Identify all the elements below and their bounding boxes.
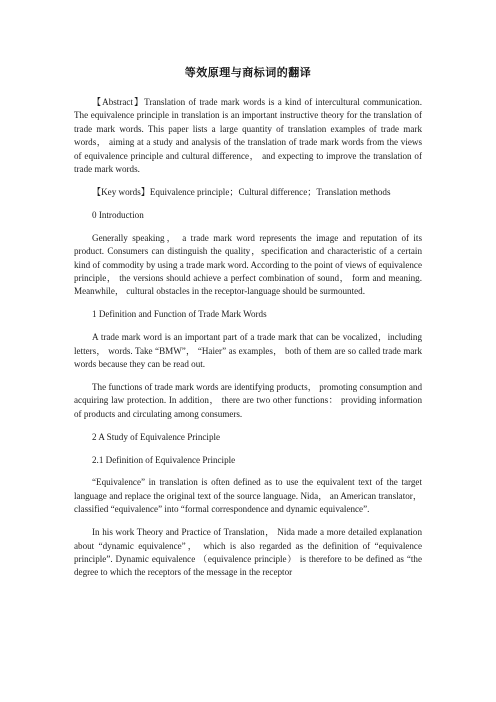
abstract-paragraph: 【Abstract】Translation of trade mark words is a kind of intercultural communication. The equivalence principle in translation is an important instructive theory for the translation of trade mark words. This paper lists a large quantity of translation examples of trade mark words， aiming at a study and analysis of the translation of trade mark words from the views of equivalence principle and cultural difference， and expecting to improve the translation of trade mark words. [74, 97, 422, 175]
document-body [74, 96, 422, 589]
section-heading-definition: 1 Definition and Function of Trade Mark Words [92, 309, 267, 320]
definition-paragraph-2: The functions of trade mark words are identifying products， promoting consumption and acquiring law protection. In addition， there are two other functions： providing information of products and circulating among consumers. [74, 381, 422, 419]
equivalence-paragraph-1: “Equivalence” in translation is often defined as to use the equivalent text of the target language and replace the original text of the source language. Nida， an American translator， classified “equivalence” into “formal correspondence and dynamic equivalence”. [74, 477, 422, 515]
document-title: 等效原理与商标词的翻译 [184, 66, 312, 79]
section-heading-introduction: 0 Introduction [92, 209, 144, 220]
subsection-heading-definition: 2.1 Definition of Equivalence Principle [92, 454, 236, 465]
introduction-paragraph: Generally speaking， a trade mark word represents the image and reputation of its product. Consumers can distinguish the quality，specification and characteristic of a certain kind of commodity by using a trade mark word. According to the point of views of equivalence principle， the versions should achieve a perfect combination of sound， form and meaning. Meanwhile， cultural obstacles in the receptor-language should be surmounted. [74, 232, 422, 297]
keywords-paragraph: 【Key words】Equivalence principle；Cultural difference；Translation methods [92, 186, 391, 197]
definition-paragraph-1: A trade mark word is an important part of a trade mark that can be vocalized，including letters， words. Take “BMW”， “Haier” as examples， both of them are so called trade mark words because they can be read out. [74, 332, 422, 369]
equivalence-paragraph-2: In his work Theory and Practice of Translation， Nida made a more detailed explanation about “dynamic equivalence”， which is also regarded as the definition of “equivalence principle”. Dynamic equivalence （equivalence principle） is therefore to be defined as “the degree to which the receptors of the message in the receptor [74, 527, 422, 578]
section-heading-study: 2 A Study of Equivalence Principle [92, 431, 221, 442]
